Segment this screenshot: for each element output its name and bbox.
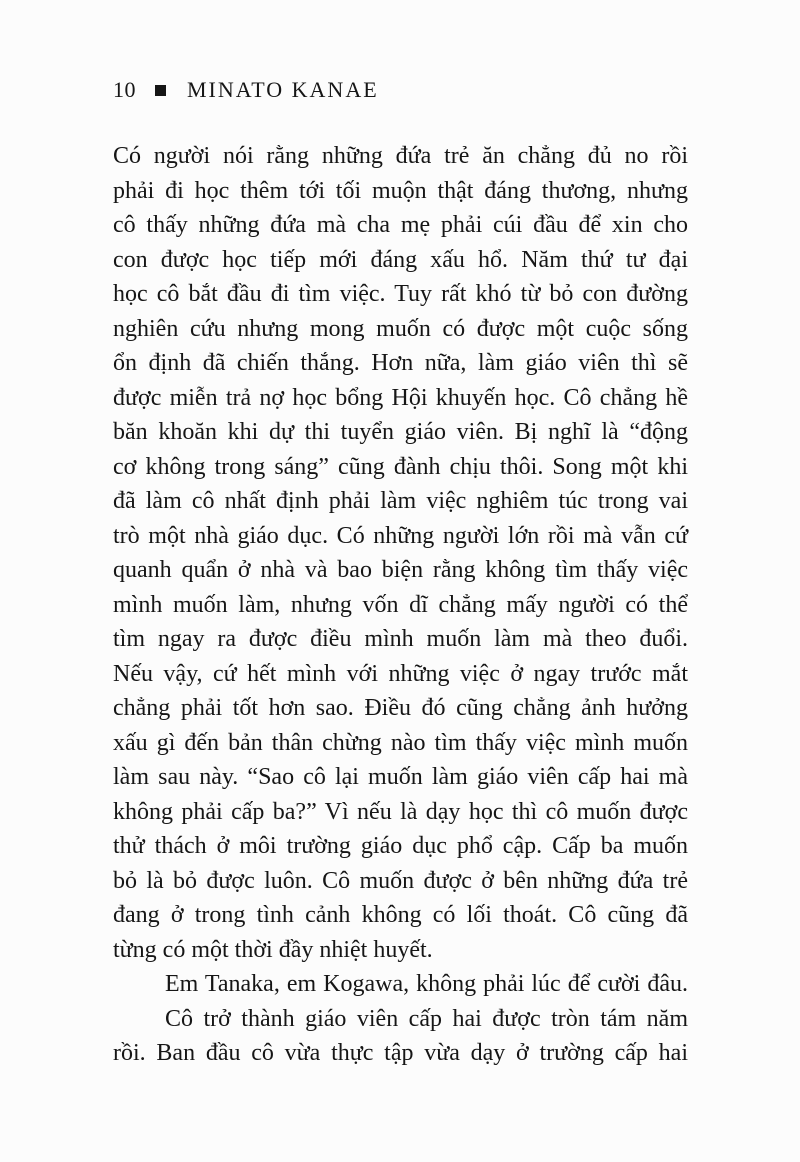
text-line: quanh quẩn ở nhà và bao biện rằng không tìm thấy việc	[113, 557, 688, 583]
text-line: đã làm cô nhất định phải làm việc nghiêm túc trong vai	[113, 488, 688, 514]
text-line: rồi. Ban đầu cô vừa thực tập vừa dạy ở trường cấp hai	[113, 1040, 688, 1066]
text-line: Có người nói rằng những đứa trẻ ăn chẳng đủ no rồi	[113, 143, 688, 169]
text-line: Cô trở thành giáo viên cấp hai được tròn tám năm	[165, 1005, 688, 1032]
text-line: băn khoăn khi dự thi tuyển giáo viên. Bị nghĩ là “động	[113, 419, 688, 445]
text-line: bỏ là bỏ được luôn. Cô muốn được ở bên những đứa trẻ	[113, 867, 688, 894]
square-bullet-icon	[155, 85, 166, 96]
text-line: con được học tiếp mới đáng xấu hổ. Năm thứ tư đại	[113, 246, 688, 273]
text-line: xấu gì đến bản thân chừng nào tìm thấy việc mình muốn	[113, 729, 688, 756]
text-line: không phải cấp ba?” Vì nếu là dạy học thì cô muốn được	[113, 798, 688, 825]
text-line: Em Tanaka, em Kogawa, không phải lúc để cười đâu.	[165, 971, 688, 997]
page-header	[113, 78, 379, 102]
text-block	[113, 139, 688, 1071]
text-line: tìm ngay ra được điều mình muốn làm mà theo đuổi.	[113, 626, 688, 652]
text-line: cơ không trong sáng” cũng đành chịu thôi. Song một khi	[113, 453, 688, 480]
text-line: chẳng phải tốt hơn sao. Điều đó cũng chẳng ảnh hưởng	[113, 695, 688, 721]
text-line: được miễn trả nợ học bổng Hội khuyến học. Cô chẳng hề	[113, 384, 688, 411]
page-number: 10	[113, 77, 136, 102]
text-line: nghiên cứu nhưng mong muốn có được một cuộc sống	[113, 315, 688, 342]
text-line: trò một nhà giáo dục. Có những người lớn rồi mà vẫn cứ	[113, 522, 688, 549]
text-line: Nếu vậy, cứ hết mình với những việc ở ngay trước mắt	[113, 660, 688, 687]
text-line: từng có một thời đầy nhiệt huyết.	[113, 936, 433, 963]
running-head-author: MINATO KANAE	[187, 77, 379, 102]
text-line: học cô bắt đầu đi tìm việc. Tuy rất khó từ bỏ con đường	[113, 281, 688, 307]
text-line: ổn định đã chiến thắng. Hơn nữa, làm giáo viên thì sẽ	[113, 350, 688, 376]
text-line: mình muốn làm, nhưng vốn dĩ chẳng mấy người có thể	[113, 591, 688, 618]
text-line: cô thấy những đứa mà cha mẹ phải cúi đầu để xin cho	[113, 212, 688, 238]
text-line: làm sau này. “Sao cô lại muốn làm giáo viên cấp hai mà	[113, 764, 688, 790]
text-line: thử thách ở môi trường giáo dục phổ cập. Cấp ba muốn	[113, 833, 688, 859]
text-line: đang ở trong tình cảnh không có lối thoát. Cô cũng đã	[113, 902, 688, 928]
text-line: phải đi học thêm tới tối muộn thật đáng thương, nhưng	[113, 177, 688, 204]
